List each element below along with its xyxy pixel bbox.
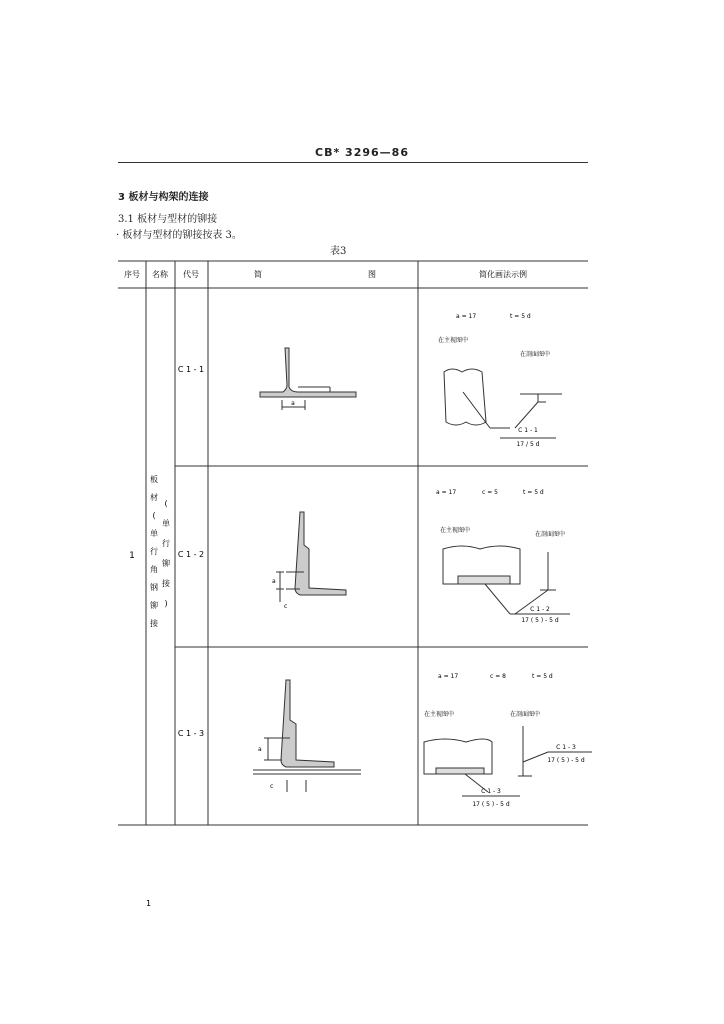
- section-3-heading: 3 板材与构架的连接: [118, 192, 209, 203]
- drawing-c1-3: [253, 680, 361, 792]
- name-char: 板: [150, 475, 158, 484]
- name-char: 铆: [150, 601, 158, 610]
- callout-2-top: C 1 - 2: [530, 606, 550, 613]
- spec-3-c: c = 8: [490, 673, 506, 680]
- callout-3-top: C 1 - 3: [556, 744, 576, 751]
- spec-3-t: t = 5 d: [532, 673, 553, 680]
- header-code: 代号: [183, 270, 199, 279]
- name-char: 行: [162, 539, 170, 548]
- callout-3b-bottom: 17 ( 5 ) - 5 d: [472, 801, 510, 808]
- example-drawing-2: [443, 546, 570, 614]
- name-char: (: [164, 499, 168, 508]
- serial-number: 1: [129, 551, 135, 561]
- label-main-2: 在主视图中: [440, 527, 471, 534]
- name-char: 钢: [150, 583, 158, 592]
- dim-c-3: c: [270, 783, 274, 790]
- dim-a-3: a: [258, 746, 262, 753]
- dim-a-1: a: [291, 400, 295, 407]
- name-char: (: [152, 511, 156, 520]
- drawing-c1-1: [260, 348, 356, 410]
- name-char: 接: [162, 579, 170, 588]
- spec-3-a: a = 17: [438, 673, 459, 680]
- callout-1-bottom: 17 / 5 d: [516, 441, 540, 448]
- header-example: 简化画法示例: [479, 270, 527, 279]
- code-c1-2: C 1 - 2: [177, 550, 205, 559]
- label-section-2: 在剖面图中: [535, 531, 566, 538]
- spec-2-c: c = 5: [482, 489, 498, 496]
- code-c1-3: C 1 - 3: [177, 729, 205, 738]
- callout-3b-top: C 1 - 3: [481, 788, 501, 795]
- label-section-3: 在剖面图中: [510, 711, 541, 718]
- label-main-1: 在主视图中: [438, 337, 469, 344]
- spec-1-t: t = 5 d: [510, 313, 531, 320]
- callout-3-bottom: 17 ( 5 ) - 5 d: [547, 757, 585, 764]
- name-column-2: [162, 499, 170, 608]
- spec-2-t: t = 5 d: [523, 489, 544, 496]
- name-column-1: [150, 474, 158, 628]
- name-char: 单: [162, 519, 170, 528]
- name-char: 材: [150, 493, 158, 502]
- page-number: 1: [146, 899, 152, 908]
- name-char: 行: [150, 547, 158, 556]
- header-figure-right: 图: [368, 270, 376, 279]
- label-section-1: 在剖面图中: [520, 351, 551, 358]
- name-char: 单: [150, 529, 158, 538]
- table-caption: 表3: [330, 246, 347, 257]
- name-char: ): [164, 599, 168, 608]
- name-char: 角: [150, 565, 158, 574]
- drawing-c1-2: [276, 512, 346, 602]
- dim-a-2: a: [272, 578, 276, 585]
- callout-2-bottom: 17 ( 5 ) - 5 d: [521, 617, 559, 624]
- code-c1-1: C 1 - 1: [177, 365, 205, 374]
- name-char: 接: [150, 619, 158, 628]
- intro-paragraph: · 板材与型材的铆接按表 3。: [116, 230, 242, 241]
- spec-1-a: a = 17: [456, 313, 477, 320]
- header-name: 名称: [152, 270, 168, 279]
- callout-1-top: C 1 - 1: [518, 427, 538, 434]
- name-char: 铆: [162, 559, 170, 568]
- header-serial: 序号: [124, 270, 140, 279]
- section-3-1-heading: 3.1 板材与型材的铆接: [118, 214, 218, 225]
- standard-code: CB* 3296—86: [315, 146, 409, 159]
- label-main-3: 在主视图中: [424, 711, 455, 718]
- spec-2-a: a = 17: [436, 489, 457, 496]
- header-figure-left: 简: [254, 270, 262, 279]
- dim-c-2: c: [284, 603, 288, 610]
- example-drawing-1: [444, 369, 562, 438]
